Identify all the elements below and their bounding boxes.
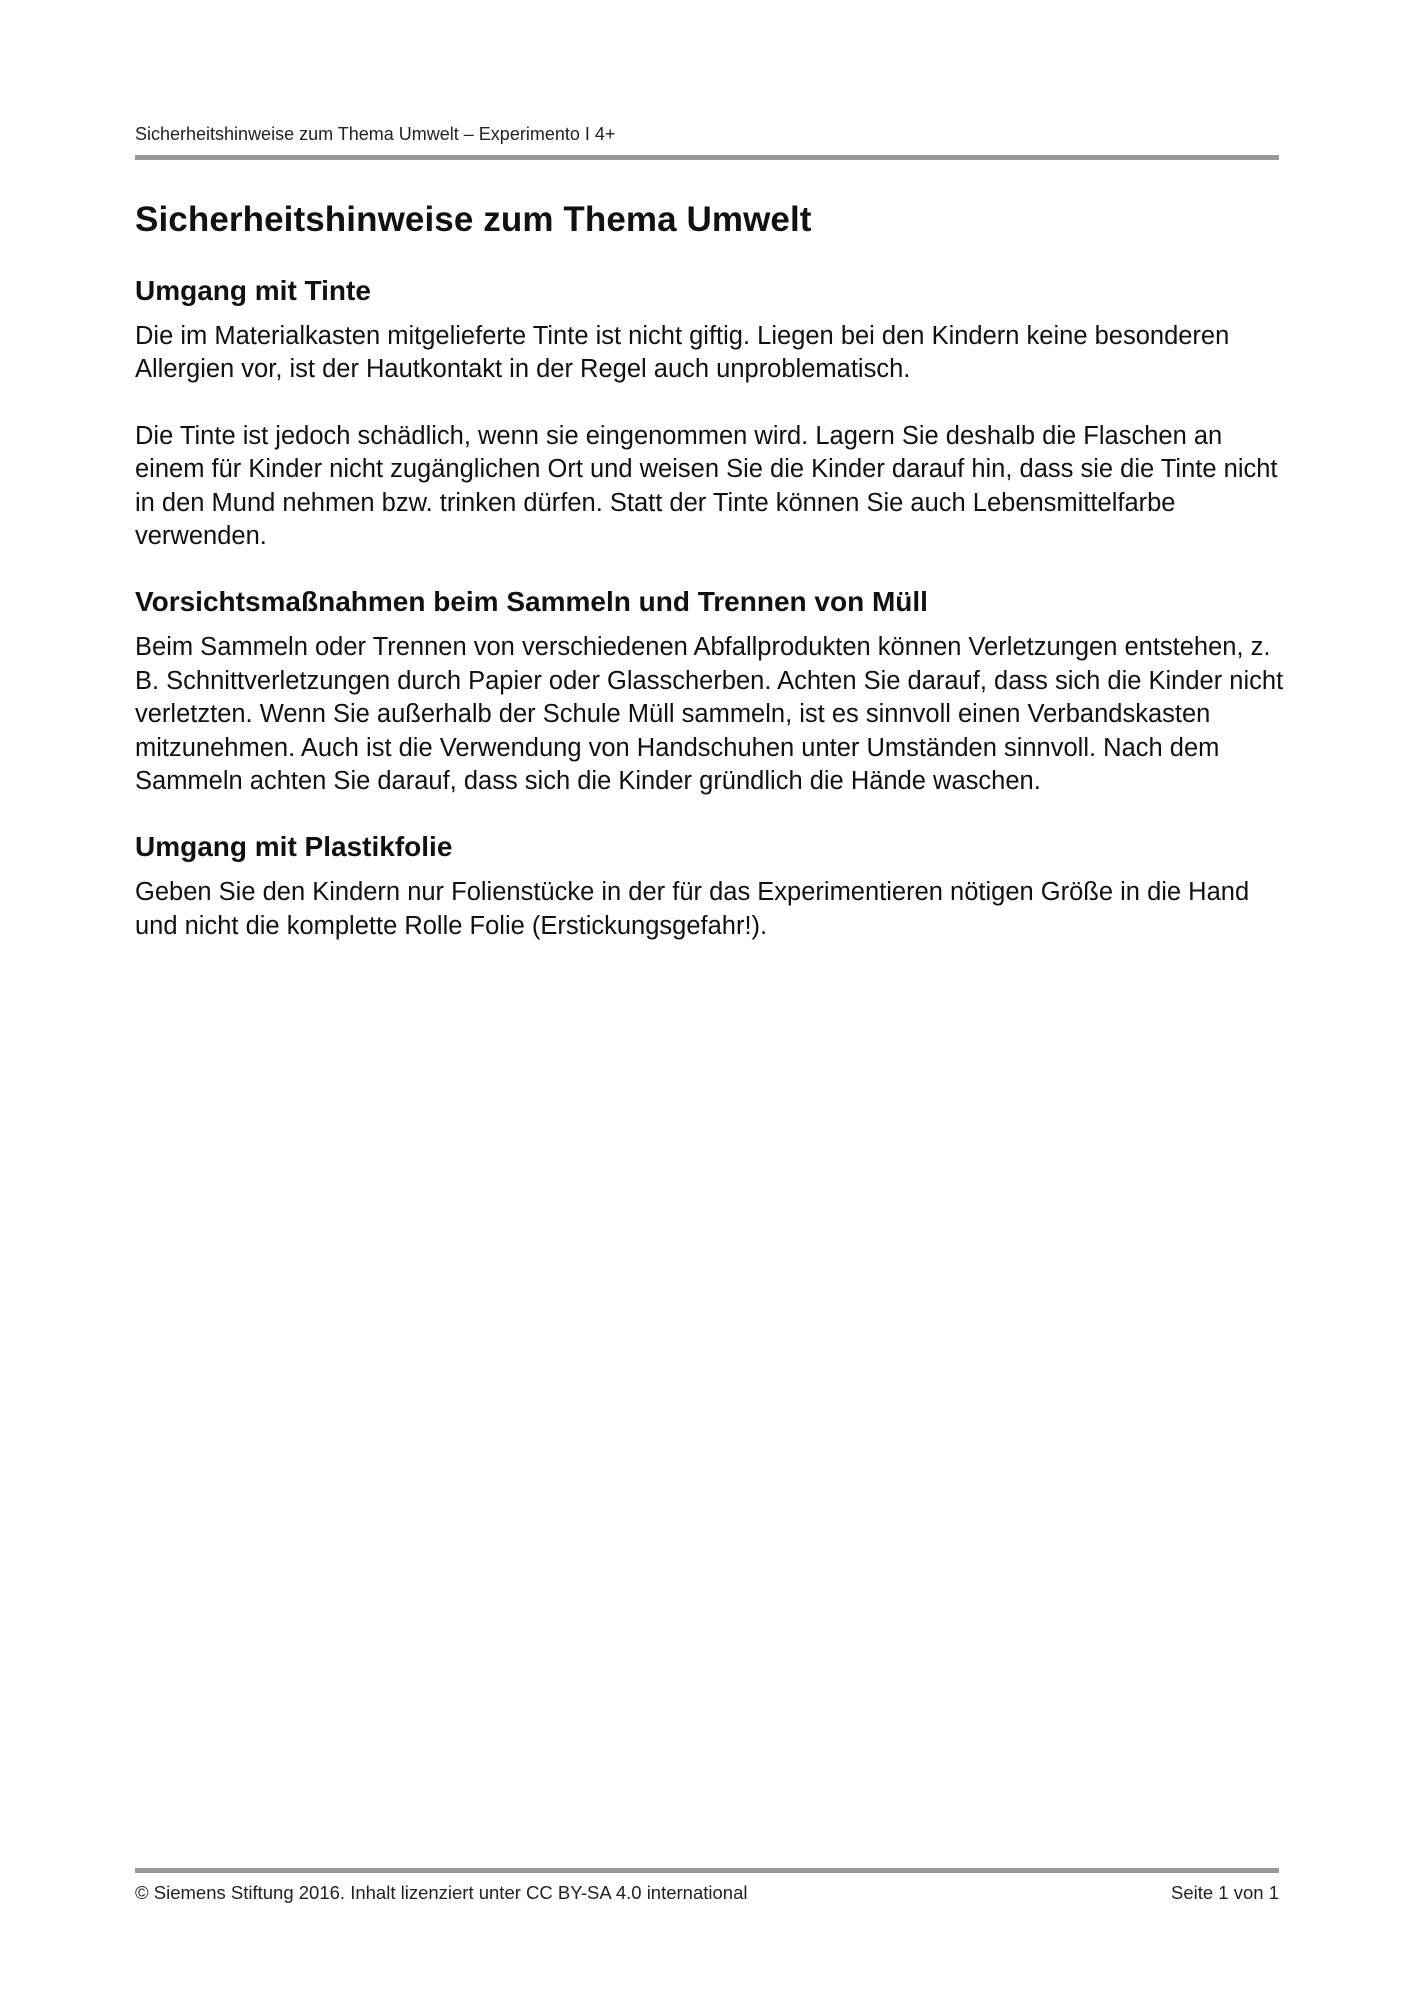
section-heading-tinte: Umgang mit Tinte: [135, 275, 371, 306]
running-header: Sicherheitshinweise zum Thema Umwelt – Experimento I 4+: [135, 124, 616, 144]
document-title: Sicherheitshinweise zum Thema Umwelt: [135, 200, 812, 239]
document-body: [135, 196, 1295, 976]
footer-rule: [135, 1868, 1279, 1873]
footer-page-number: Seite 1 von 1: [1171, 1882, 1279, 1903]
section-paragraph: Die im Materialkasten mitgelieferte Tinte ist nicht giftig. Liegen bei den Kindern keine besonderen Allergien vor, ist der Hautkontakt in der Regel auch unproblematisch.: [135, 322, 1230, 384]
section-heading-muell: Vorsichtsmaßnahmen beim Sammeln und Trennen von Müll: [135, 586, 928, 618]
footer-copyright: © Siemens Stiftung 2016. Inhalt lizenziert unter CC BY-SA 4.0 international: [135, 1882, 748, 1903]
header-rule: [135, 155, 1279, 160]
section-paragraph: Geben Sie den Kindern nur Folienstücke in der für das Experimentieren nötigen Größe in die Hand und nicht die komplette Rolle Folie (Erstickungsgefahr!).: [135, 878, 1250, 940]
section-paragraph: Die Tinte ist jedoch schädlich, wenn sie eingenommen wird. Lagern Sie deshalb die Flaschen an einem für Kinder nicht zugänglichen Ort und weisen Sie die Kinder darauf hin, dass sie die Tinte nicht in den Mund nehmen bzw. trinken dürfen. Statt der Tinte können Sie auch Lebensmittelfarbe verwenden.: [135, 421, 1278, 551]
section-paragraph: Beim Sammeln oder Trennen von verschiedenen Abfallprodukten können Verletzungen entstehen, z. B. Schnittverletzungen durch Papier oder Glasscherben. Achten Sie darauf, dass sich die Kinder nicht verletzten. Wenn Sie außerhalb der Schule Müll sammeln, ist es sinnvoll einen Verbandskasten mitzunehmen. Auch ist die Verwendung von Handschuhen unter Umständen sinnvoll. Nach dem Sammeln achten Sie darauf, dass sich die Kinder gründlich die Hände waschen.: [135, 633, 1284, 796]
section-heading-plastikfolie: Umgang mit Plastikfolie: [135, 831, 453, 863]
